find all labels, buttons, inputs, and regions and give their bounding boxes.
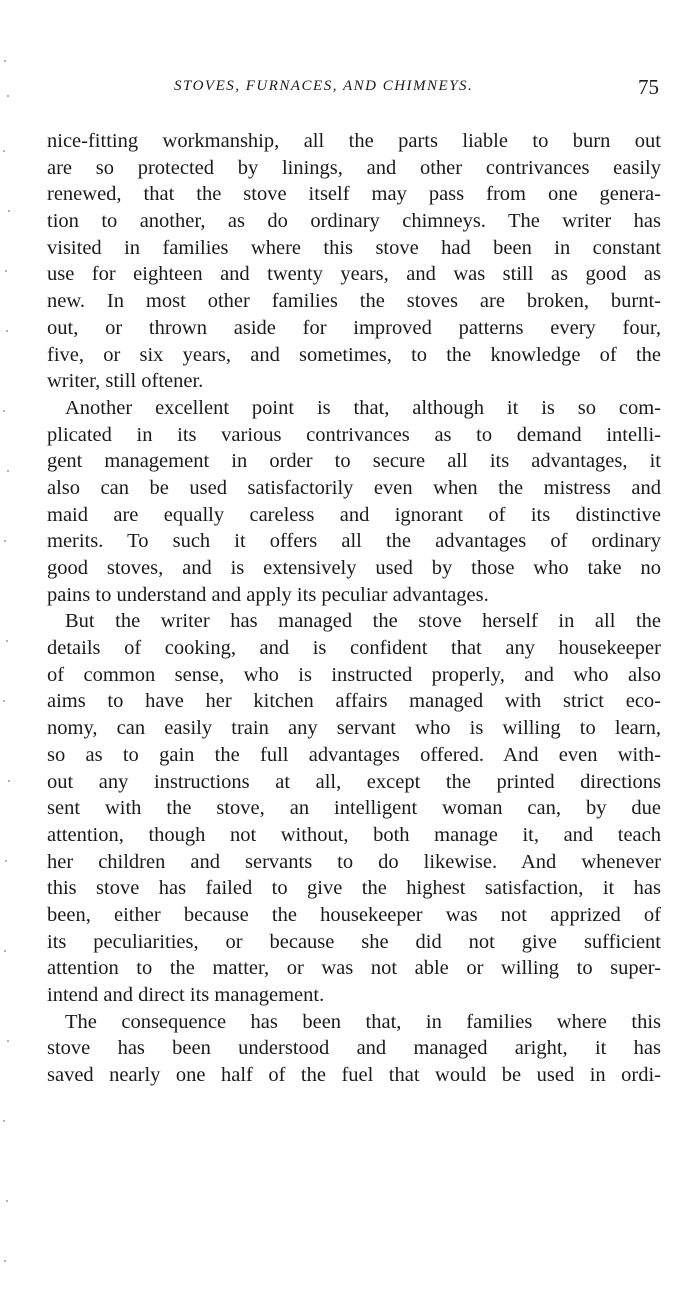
text-line: nomy, can easily train any servant who is willing to learn, [47,717,661,740]
body-text [47,128,661,1089]
text-line: its peculiarities, or because she did not give sufficient [47,930,661,953]
paragraph-start-line: The consequence has been that, in families where this [65,1010,661,1033]
page-edge-specks [0,0,14,1295]
text-line: out, or thrown aside for improved patterns every four, [47,316,661,339]
text-line: new. In most other families the stoves are broken, burnt- [47,290,661,313]
text-line: sent with the stove, an intelligent woman can, by due [47,797,661,820]
text-line: also can be used satisfactorily even when the mistress and [47,476,661,499]
text-line: tion to another, as do ordinary chimneys. The writer has [47,210,661,233]
text-line: plicated in its various contrivances as to demand intelli- [47,423,661,446]
text-line: stove has been understood and managed aright, it has [47,1037,661,1060]
text-line: aims to have her kitchen affairs managed with strict eco- [47,690,661,713]
text-line: use for eighteen and twenty years, and was still as good as [47,263,661,286]
text-line: are so protected by linings, and other contrivances easily [47,156,661,179]
text-line: nice-fitting workmanship, all the parts liable to burn out [47,130,661,152]
text-line: so as to gain the full advantages offered. And even with- [47,743,661,766]
text-line: her children and servants to do likewise. And whenever [47,850,661,873]
text-line: gent management in order to secure all its advantages, it [47,450,661,473]
page-number: 75 [638,75,659,99]
text-line: saved nearly one half of the fuel that would be used in ordi- [47,1064,661,1087]
text-line: good stoves, and is extensively used by those who take no [47,557,661,579]
text-line: merits. To such it offers all the advantages of ordinary [47,530,661,553]
paragraph-start-line: Another excellent point is that, although it is so com- [65,396,661,419]
text-line: five, or six years, and sometimes, to the knowledge of the [47,343,661,366]
text-line: pains to understand and apply its peculiar advantages. [47,583,489,606]
text-line: intend and direct its management. [47,984,325,1006]
text-line: out any instructions at all, except the printed directions [47,770,661,793]
text-line: details of cooking, and is confident that any housekeeper [47,637,661,660]
text-line: visited in families where this stove had been in constant [47,236,661,259]
text-line: writer, still oftener. [47,370,204,393]
running-header [0,75,700,102]
running-title: STOVES, FURNACES, AND CHIMNEYS. [174,78,474,94]
text-line: this stove has failed to give the highest satisfaction, it has [47,877,661,900]
text-line: of common sense, who is instructed properly, and who also [47,663,661,686]
paragraph-start-line: But the writer has managed the stove herself in all the [65,610,661,633]
text-line: been, either because the housekeeper was not apprized of [47,903,661,926]
text-line: maid are equally careless and ignorant of its distinctive [47,503,661,526]
text-line: renewed, that the stove itself may pass from one genera- [47,183,661,206]
text-line: attention, though not without, both manage it, and teach [47,823,661,846]
text-line: attention to the matter, or was not able or willing to super- [47,957,661,980]
